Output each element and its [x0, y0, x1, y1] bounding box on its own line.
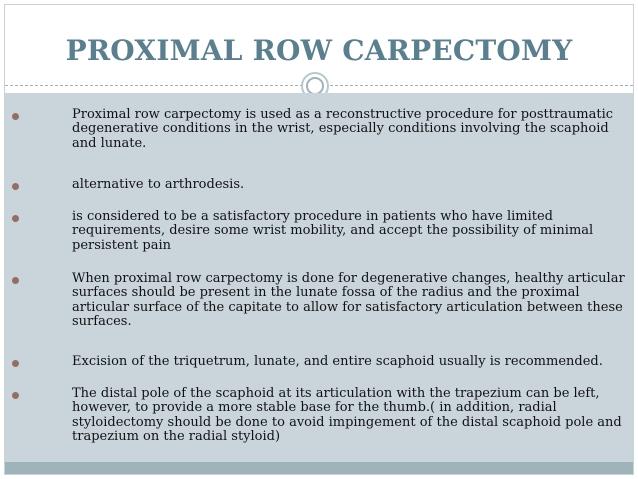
bullet-dot-icon: [12, 215, 19, 222]
bullet-text: Proximal row carpectomy is used as a reconstructive procedure for posttraumatic degenerative conditions in the wrist, especially conditions involving the scaphoid and lunate.: [72, 107, 614, 151]
bullet-dot-icon: [12, 277, 19, 284]
bullet-text: When proximal row carpectomy is done for degenerative changes, healthy articular surfaces should be present in the lunate fossa of the radius and the proximal articular surface of the capitate to allow for satisfactory articulation between these surfaces.: [72, 271, 625, 329]
footer-bar: [5, 462, 633, 474]
slide-frame: [4, 4, 634, 475]
bullet-dot-icon: [12, 183, 19, 190]
bullet-dot-icon: [12, 360, 19, 367]
bullet-text: is considered to be a satisfactory procedure in patients who have limited requirements, desire some wrist mobility, and accept the possibility of minimal persistent pain: [72, 209, 594, 253]
bullet-dot-icon: [12, 113, 19, 120]
content-panel: [5, 93, 633, 462]
slide-title: PROXIMAL ROW CARPECTOMY: [65, 34, 573, 67]
bullet-text: Excision of the triquetrum, lunate, and entire scaphoid usually is recommended.: [72, 354, 603, 369]
bullet-dot-icon: [12, 392, 19, 399]
bullet-text: alternative to arthrodesis.: [72, 177, 245, 192]
bullet-text: The distal pole of the scaphoid at its articulation with the trapezium can be left, however, to provide a more stable base for the thumb.( in addition, radial styloidectomy should be done to avoid impingement of the distal scaphoid pole and trapezium on the radial styloid): [72, 386, 622, 444]
